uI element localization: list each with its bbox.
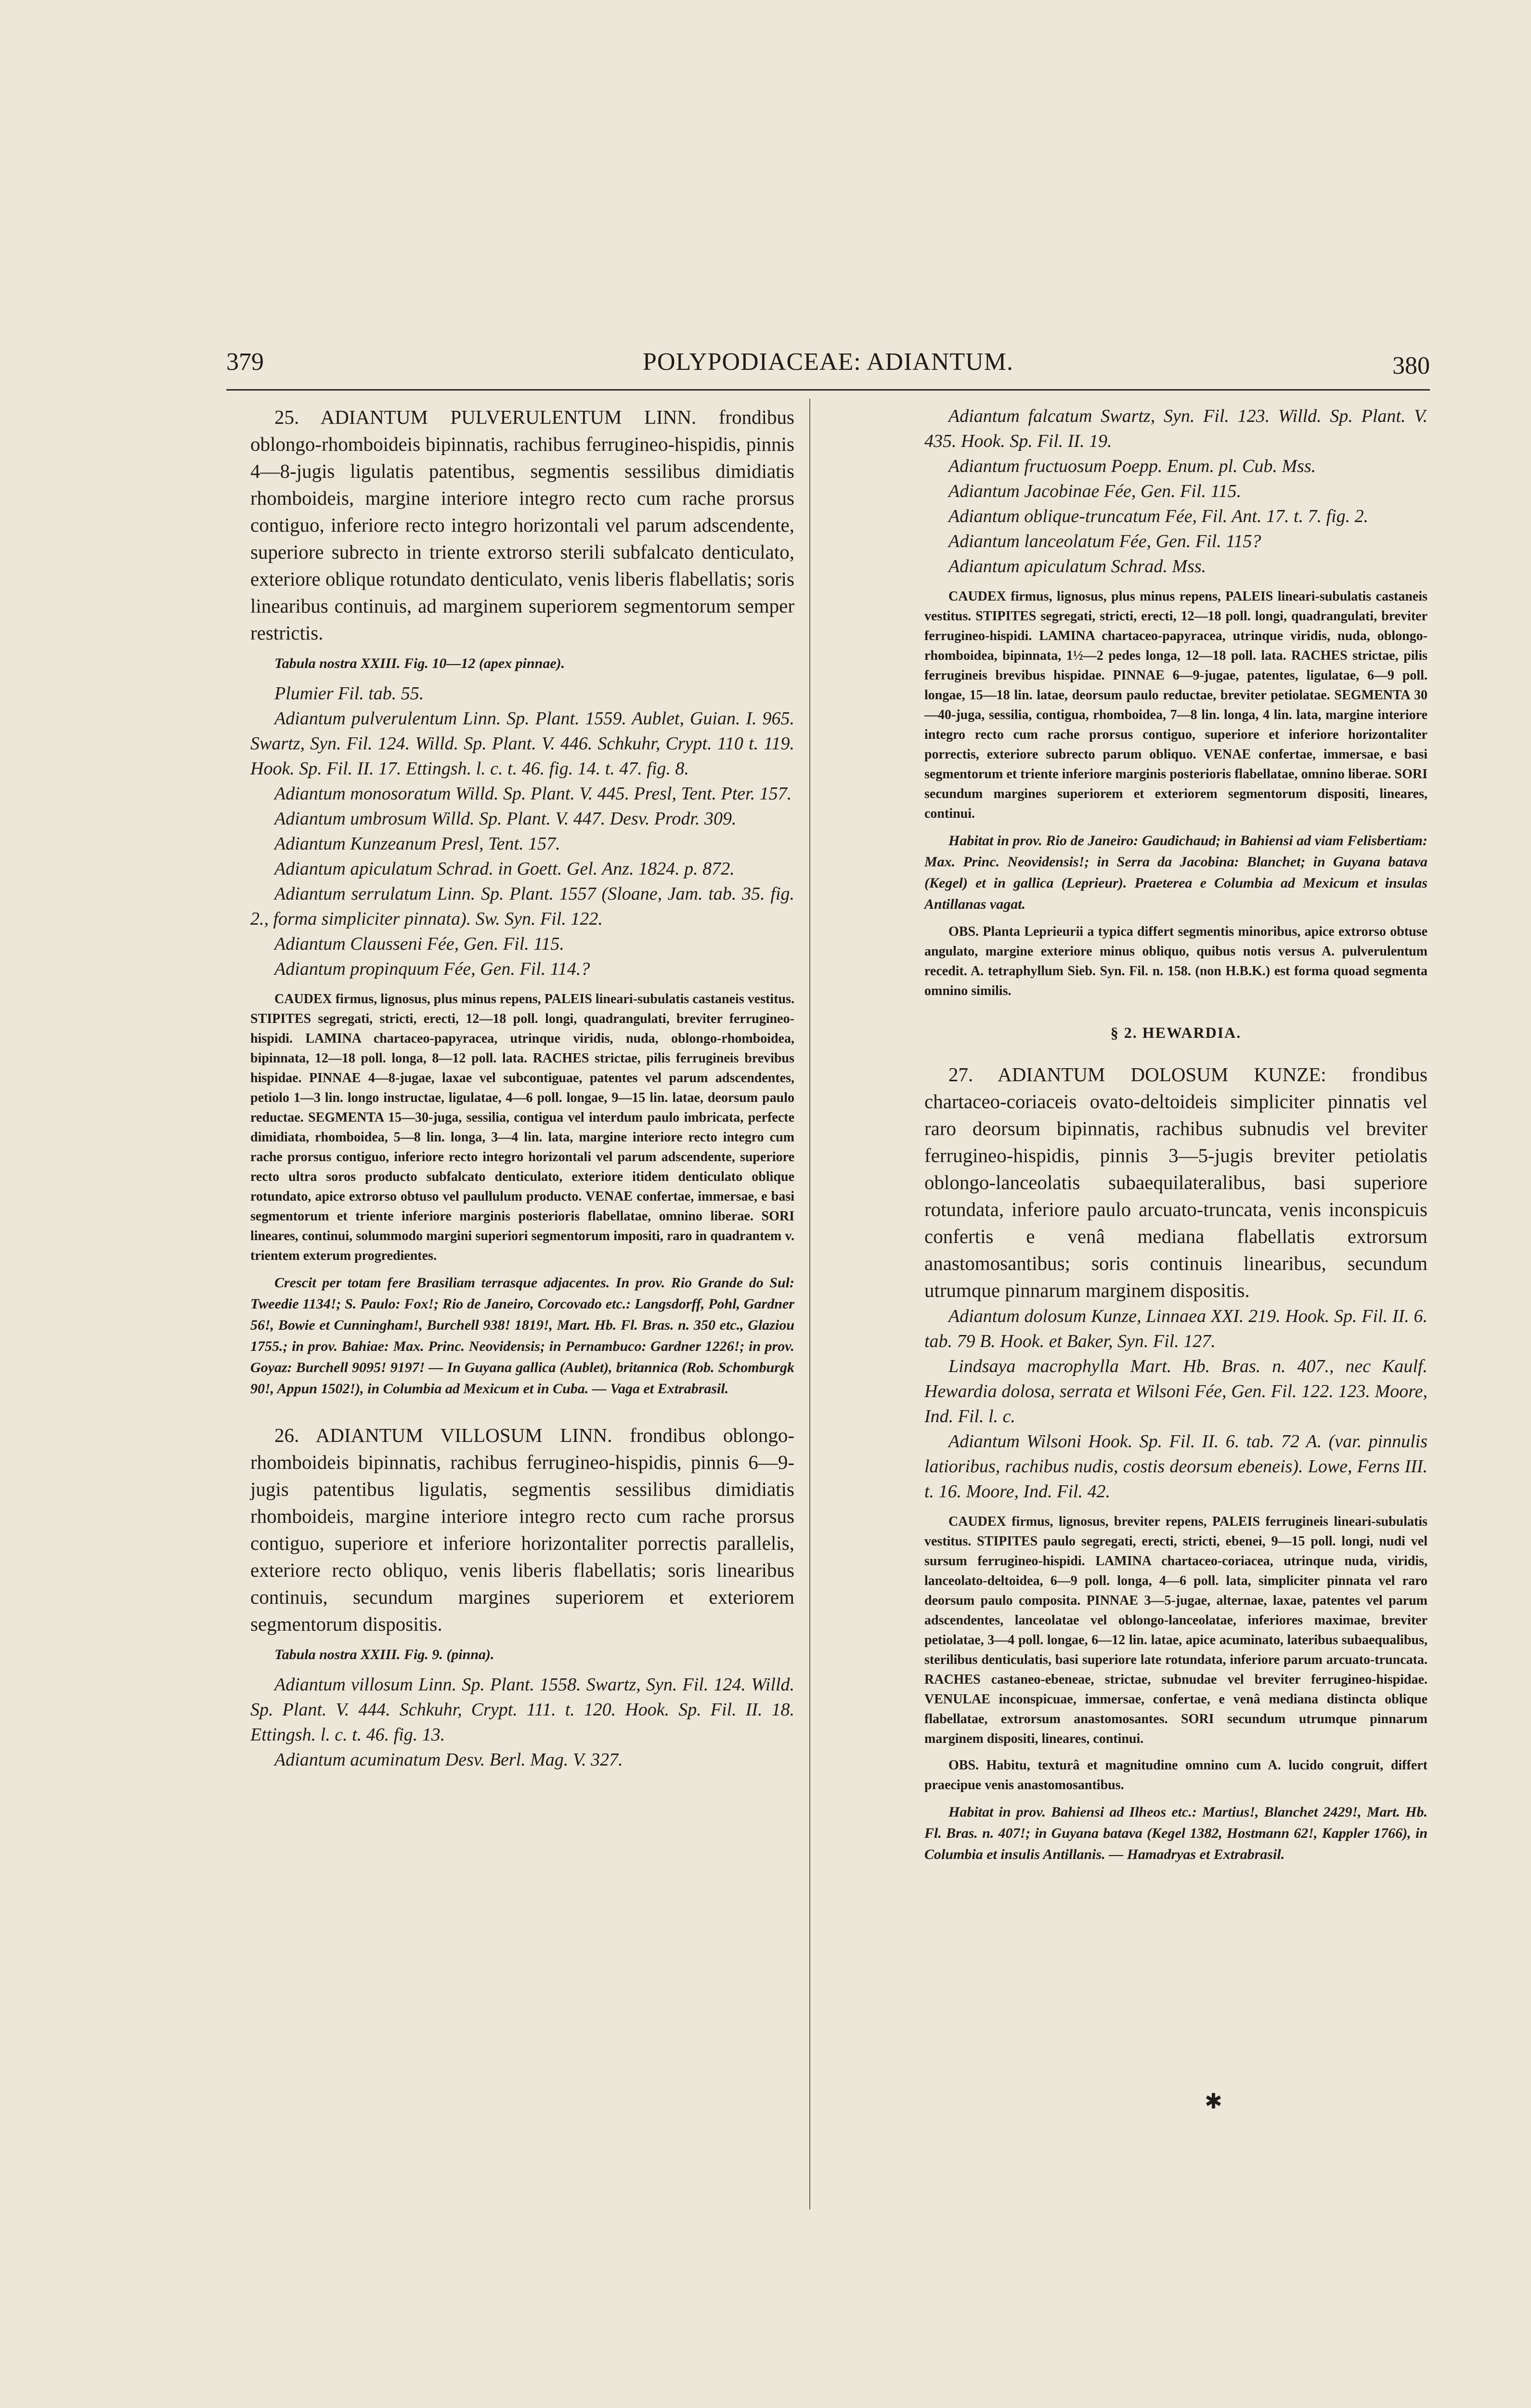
- synonym: Adiantum Clausseni Fée, Gen. Fil. 115.: [274, 934, 564, 954]
- page-number-right: 380: [1392, 352, 1430, 380]
- synonym: Adiantum fructuosum Poepp. Enum. pl. Cub. Mss.: [948, 456, 1316, 476]
- synonym: Adiantum dolosum Kunze, Linnaea XXI. 219. Hook. Sp. Fil. II. 6. tab. 79 B. Hook. et Baker, Syn. Fil. 127.: [924, 1306, 1427, 1351]
- spacer: [250, 1400, 794, 1422]
- species-27-observation: OBS. Habitu, texturâ et magnitudine omnino cum A. lucido congruit, differt praecipue venis anastomosantibus.: [924, 1758, 1427, 1793]
- species-26-tabula: Tabula nostra XXIII. Fig. 9. (pinna).: [274, 1647, 494, 1662]
- section-heading: § 2. HEWARDIA.: [1110, 1024, 1242, 1041]
- species-27-habitat: Habitat in prov. Bahiensi ad Ilheos etc.: Martius!, Blanchet 2429!, Mart. Hb. Fl. Bras. n. 407!; in Guyana batava (Kegel 1382, Hostmann 62!, Kappler 1766), in Columbia et insulis Antillanis. — Hamadryas et Extrabrasil.: [924, 1804, 1427, 1862]
- header-rule: [226, 389, 1430, 391]
- species-26-observation: OBS. Planta Leprieurii a typica differt segmentis minoribus, apice extrorso obtuse angulato, margine exteriore minus obliquo, quibus notis versus A. pulverulentum recedit. A. tetraphyllum Sieb. Syn. Fil. n. 158. (non H.B.K.) est forma quoad segmenta omnino similis.: [924, 924, 1427, 998]
- page-number-left: 379: [226, 348, 264, 376]
- right-column: [924, 404, 1427, 1865]
- running-title: POLYPODIACEAE: ADIANTUM.: [643, 348, 1013, 376]
- synonym: Adiantum serrulatum Linn. Sp. Plant. 1557 (Sloane, Jam. tab. 35. fig. 2., forma simpliciter pinnata). Sw. Syn. Fil. 122.: [250, 884, 794, 929]
- synonym: Adiantum pulverulentum Linn. Sp. Plant. 1559. Aublet, Guian. I. 965. Swartz, Syn. Fil. 124. Willd. Sp. Plant. V. 446. Schkuhr, Crypt. 110 t. 119. Hook. Sp. Fil. II. 17. Ettingsh. l. c. t. 46. fig. 14. t. 47. fig. 8.: [250, 708, 794, 779]
- synonym: Adiantum apiculatum Schrad. Mss.: [948, 556, 1207, 576]
- synonym: Plumier Fil. tab. 55.: [274, 683, 424, 704]
- synonym: Adiantum oblique-truncatum Fée, Fil. Ant. 17. t. 7. fig. 2.: [948, 506, 1369, 526]
- synonym: Adiantum villosum Linn. Sp. Plant. 1558. Swartz, Syn. Fil. 124. Willd. Sp. Plant. V. 444. Schkuhr, Crypt. 111. t. 120. Hook. Sp. Fil. II. 18. Ettingsh. l. c. t. 46. fig. 13.: [250, 1675, 794, 1745]
- species-25-description: CAUDEX firmus, lignosus, plus minus repens, PALEIS lineari-subulatis castaneis vestitus. STIPITES segregati, stricti, erecti, 12—18 poll. longi, quadrangulati, breviter ferrugineo-hispidi. LAMINA chartaceo-papyracea, utrinque viridis, nuda, oblongo-rhomboidea, bipinnata, 12—18 poll. longa, 8—12 poll. lata. RACHES strictae, pilis ferrugineis brevibus hispidae. PINNAE 4—8-jugae, laxae vel subcontiguae, patentes vel parum adscendentes, petiolo 1—3 lin. longo instructae, ligulatae, 4—6 poll. longae, 9—15 lin. latae, deorsum paulo reductae. SEGMENTA 15—30-juga, sessilia, contigua vel interdum paulo imbricata, perfecte dimidiata, rhomboidea, 5—8 lin. longa, 3—4 lin. lata, margine interiore recto integro cum rache prorsus contiguo, inferiore recto integro horizontali vel parum adscendente, superiore recto ultra soros producto subfalcato denticulato, exteriore itidem denticulato oblique rotundato, apice extrorso obtuso vel paullulum producto. VENAE confertae, immersae, e basi segmentorum et triente inferiore marginis posterioris flabellatae, omnino liberae. SORI lineares, continui, solummodo margini superiori segmentorum impositi, raro in quadrantem v. trientem exterum progredientes.: [250, 992, 794, 1263]
- synonym: Adiantum monosoratum Willd. Sp. Plant. V. 445. Presl, Tent. Pter. 157.: [274, 784, 792, 804]
- species-26-diagnosis: 26. ADIANTUM VILLOSUM LINN. frondibus oblongo-rhomboideis bipinnatis, rachibus ferrugineo-hispidis, pinnis 6—9-jugis patentibus ligulatis, segmentis sessilibus dimidiatis rhomboideis, margine interiore integro recto cum rache prorsus contiguo, superiore et inferiore horizontaliter porrectis parallelis, exteriore recto obliquo, venis liberis flabellatis; soris linearibus continuis, secundum margines superiorem et exteriorem segmentorum dispositis.: [250, 1424, 794, 1635]
- synonym: Adiantum falcatum Swartz, Syn. Fil. 123. Willd. Sp. Plant. V. 435. Hook. Sp. Fil. II. 19.: [924, 406, 1427, 451]
- synonym: Adiantum Wilsoni Hook. Sp. Fil. II. 6. tab. 72 A. (var. pinnulis latioribus, rachibus nudis, costis deorsum ebeneis). Lowe, Ferns III. t. 16. Moore, Ind. Fil. 42.: [924, 1431, 1427, 1502]
- running-head: [226, 348, 1430, 381]
- species-26-description: CAUDEX firmus, lignosus, plus minus repens, PALEIS lineari-subulatis castaneis vestitus. STIPITES segregati, stricti, erecti, 12—18 poll. longi, quadrangulati, breviter ferrugineo-hispidi. LAMINA chartaceo-papyracea, utrinque viridis, nuda, oblongo-rhomboidea, bipinnata, 1½—2 pedes longa, 12—18 poll. lata. RACHES strictae, pilis ferrugineis brevibus hispidae. PINNAE 6—9-jugae, patentes, ligulatae, 6—9 poll. longae, 15—18 lin. latae, deorsum paulo reductae, breviter petiolatae. SEGMENTA 30—40-juga, sessilia, contigua, rhomboidea, 7—8 lin. longa, 4 lin. lata, margine interiore integro recto cum rache prorsus contiguo, superiore et inferiore horizontaliter porrectis, exteriore subrecto parum obliquo. VENAE confertae, immersae, e basi segmentorum et triente inferiore marginis posterioris flabellatae, omnino liberae. SORI secundum margines superiorem et exteriorem segmentorum dispositi, lineares, continui.: [924, 589, 1427, 821]
- synonym: Adiantum acuminatum Desv. Berl. Mag. V. 327.: [274, 1750, 623, 1770]
- synonym: Adiantum umbrosum Willd. Sp. Plant. V. 447. Desv. Prodr. 309.: [274, 809, 737, 829]
- synonym: Adiantum lanceolatum Fée, Gen. Fil. 115?: [948, 531, 1261, 551]
- species-25-habitat: Crescit per totam fere Brasiliam terrasque adjacentes. In prov. Rio Grande do Sul: Tweedie 1134!; S. Paulo: Fox!; Rio de Janeiro, Corcovado etc.: Langsdorff, Pohl, Gardner 56!, Bowie et Cunningham!, Burchell 938! 1819!, Mart. Hb. Fl. Bras. n. 350 etc., Glaziou 1755.; in prov. Bahiae: Max. Princ. Neovidensis; in Pernambuco: Gardner 1226!; in prov. Goyaz: Burchell 9095! 9197! — In Guyana gallica (Aublet), britannica (Rob. Schomburgk 90!, Appun 1502!), in Columbia ad Mexicum et in Cuba. — Vaga et Extrabrasil.: [250, 1275, 794, 1397]
- end-ornament-icon: ✱: [1205, 2090, 1222, 2113]
- synonym: Adiantum Kunzeanum Presl, Tent. 157.: [274, 834, 560, 854]
- synonym: Lindsaya macrophylla Mart. Hb. Bras. n. 407., nec Kaulf. Hewardia dolosa, serrata et Wilsoni Fée, Gen. Fil. 122. 123. Moore, Ind. Fil. l. c.: [924, 1356, 1427, 1426]
- synonym: Adiantum propinquum Fée, Gen. Fil. 114.?: [274, 959, 590, 979]
- column-divider: [809, 399, 810, 2210]
- synonym: Adiantum apiculatum Schrad. in Goett. Gel. Anz. 1824. p. 872.: [274, 859, 735, 879]
- species-26-habitat: Habitat in prov. Rio de Janeiro: Gaudichaud; in Bahiensi ad viam Felisbertiam: Max. Princ. Neovidensis!; in Serra da Jacobina: Blanchet; in Guyana batava (Kegel) et in gallica (Leprieur). Praeterea e Columbia ad Mexicum et insulas Antillanas vagat.: [924, 833, 1427, 912]
- species-27-description: CAUDEX firmus, lignosus, breviter repens, PALEIS ferrugineis lineari-subulatis vestitus. STIPITES paulo segregati, erecti, stricti, ebenei, 9—15 poll. longi, nudi vel sursum ferrugineo-hispidi. LAMINA chartaceo-coriacea, utrinque nuda, viridis, lanceolato-deltoidea, 6—9 poll. longa, 4—6 poll. lata, simpliciter pinnata vel raro deorsum paulo composita. PINNAE 3—5-jugae, alternae, laxae, patentes vel parum adscendentes, lanceolatae vel oblongo-lanceolatae, inferiores maximae, breviter petiolatae, 3—4 poll. longae, 6—12 lin. latae, apice acuminato, lateribus subaequalibus, sterilibus denticulatis, basi superiore late rotundata, inferiore parum arcuato-truncata. RACHES castaneo-ebeneae, strictae, subnudae vel breviter ferrugineo-hispidae. VENULAE inconspicuae, immersae, confertae, e venâ mediana distincta oblique flabellatae, extrorsum anastomosantes. SORI secundum utrumque pinnarum marginem dispositi, lineares, continui.: [924, 1514, 1427, 1746]
- species-25-diagnosis: 25. ADIANTUM PULVERULENTUM LINN. frondibus oblongo-rhomboideis bipinnatis, rachibus ferrugineo-hispidis, pinnis 4—8-jugis ligulatis patentibus, segmentis sessilibus dimidiatis rhomboideis, margine interiore integro recto cum rache prorsus contiguo, inferiore recto integro horizontali vel parum adscendente, superiore subrecto in triente extrorso sterili subfalcato denticulato, exteriore oblique rotundato denticulato, venis liberis flabellatis; soris linearibus continuis, ad marginem superiorem segmentorum semper restrictis.: [250, 406, 794, 644]
- species-27-diagnosis: 27. ADIANTUM DOLOSUM KUNZE: frondibus chartaceo-coriaceis ovato-deltoideis simpliciter pinnatis vel raro deorsum bipinnatis, rachibus subnudis vel breviter ferrugineo-hispidis, pinnis 3—5-jugis breviter petiolatis oblongo-lanceolatis subaequilateralibus, basi superiore rotundata, inferiore paulo arcuato-truncata, venis inconspicuis confertis e venâ mediana flabellatis extrorsum anastomosantibus; soris continuis linearibus, secundum utrumque pinnarum marginem dispositis.: [924, 1063, 1427, 1301]
- synonym: Adiantum Jacobinae Fée, Gen. Fil. 115.: [948, 481, 1242, 501]
- species-25-tabula: Tabula nostra XXIII. Fig. 10—12 (apex pinnae).: [274, 655, 565, 671]
- left-column: [250, 404, 794, 1772]
